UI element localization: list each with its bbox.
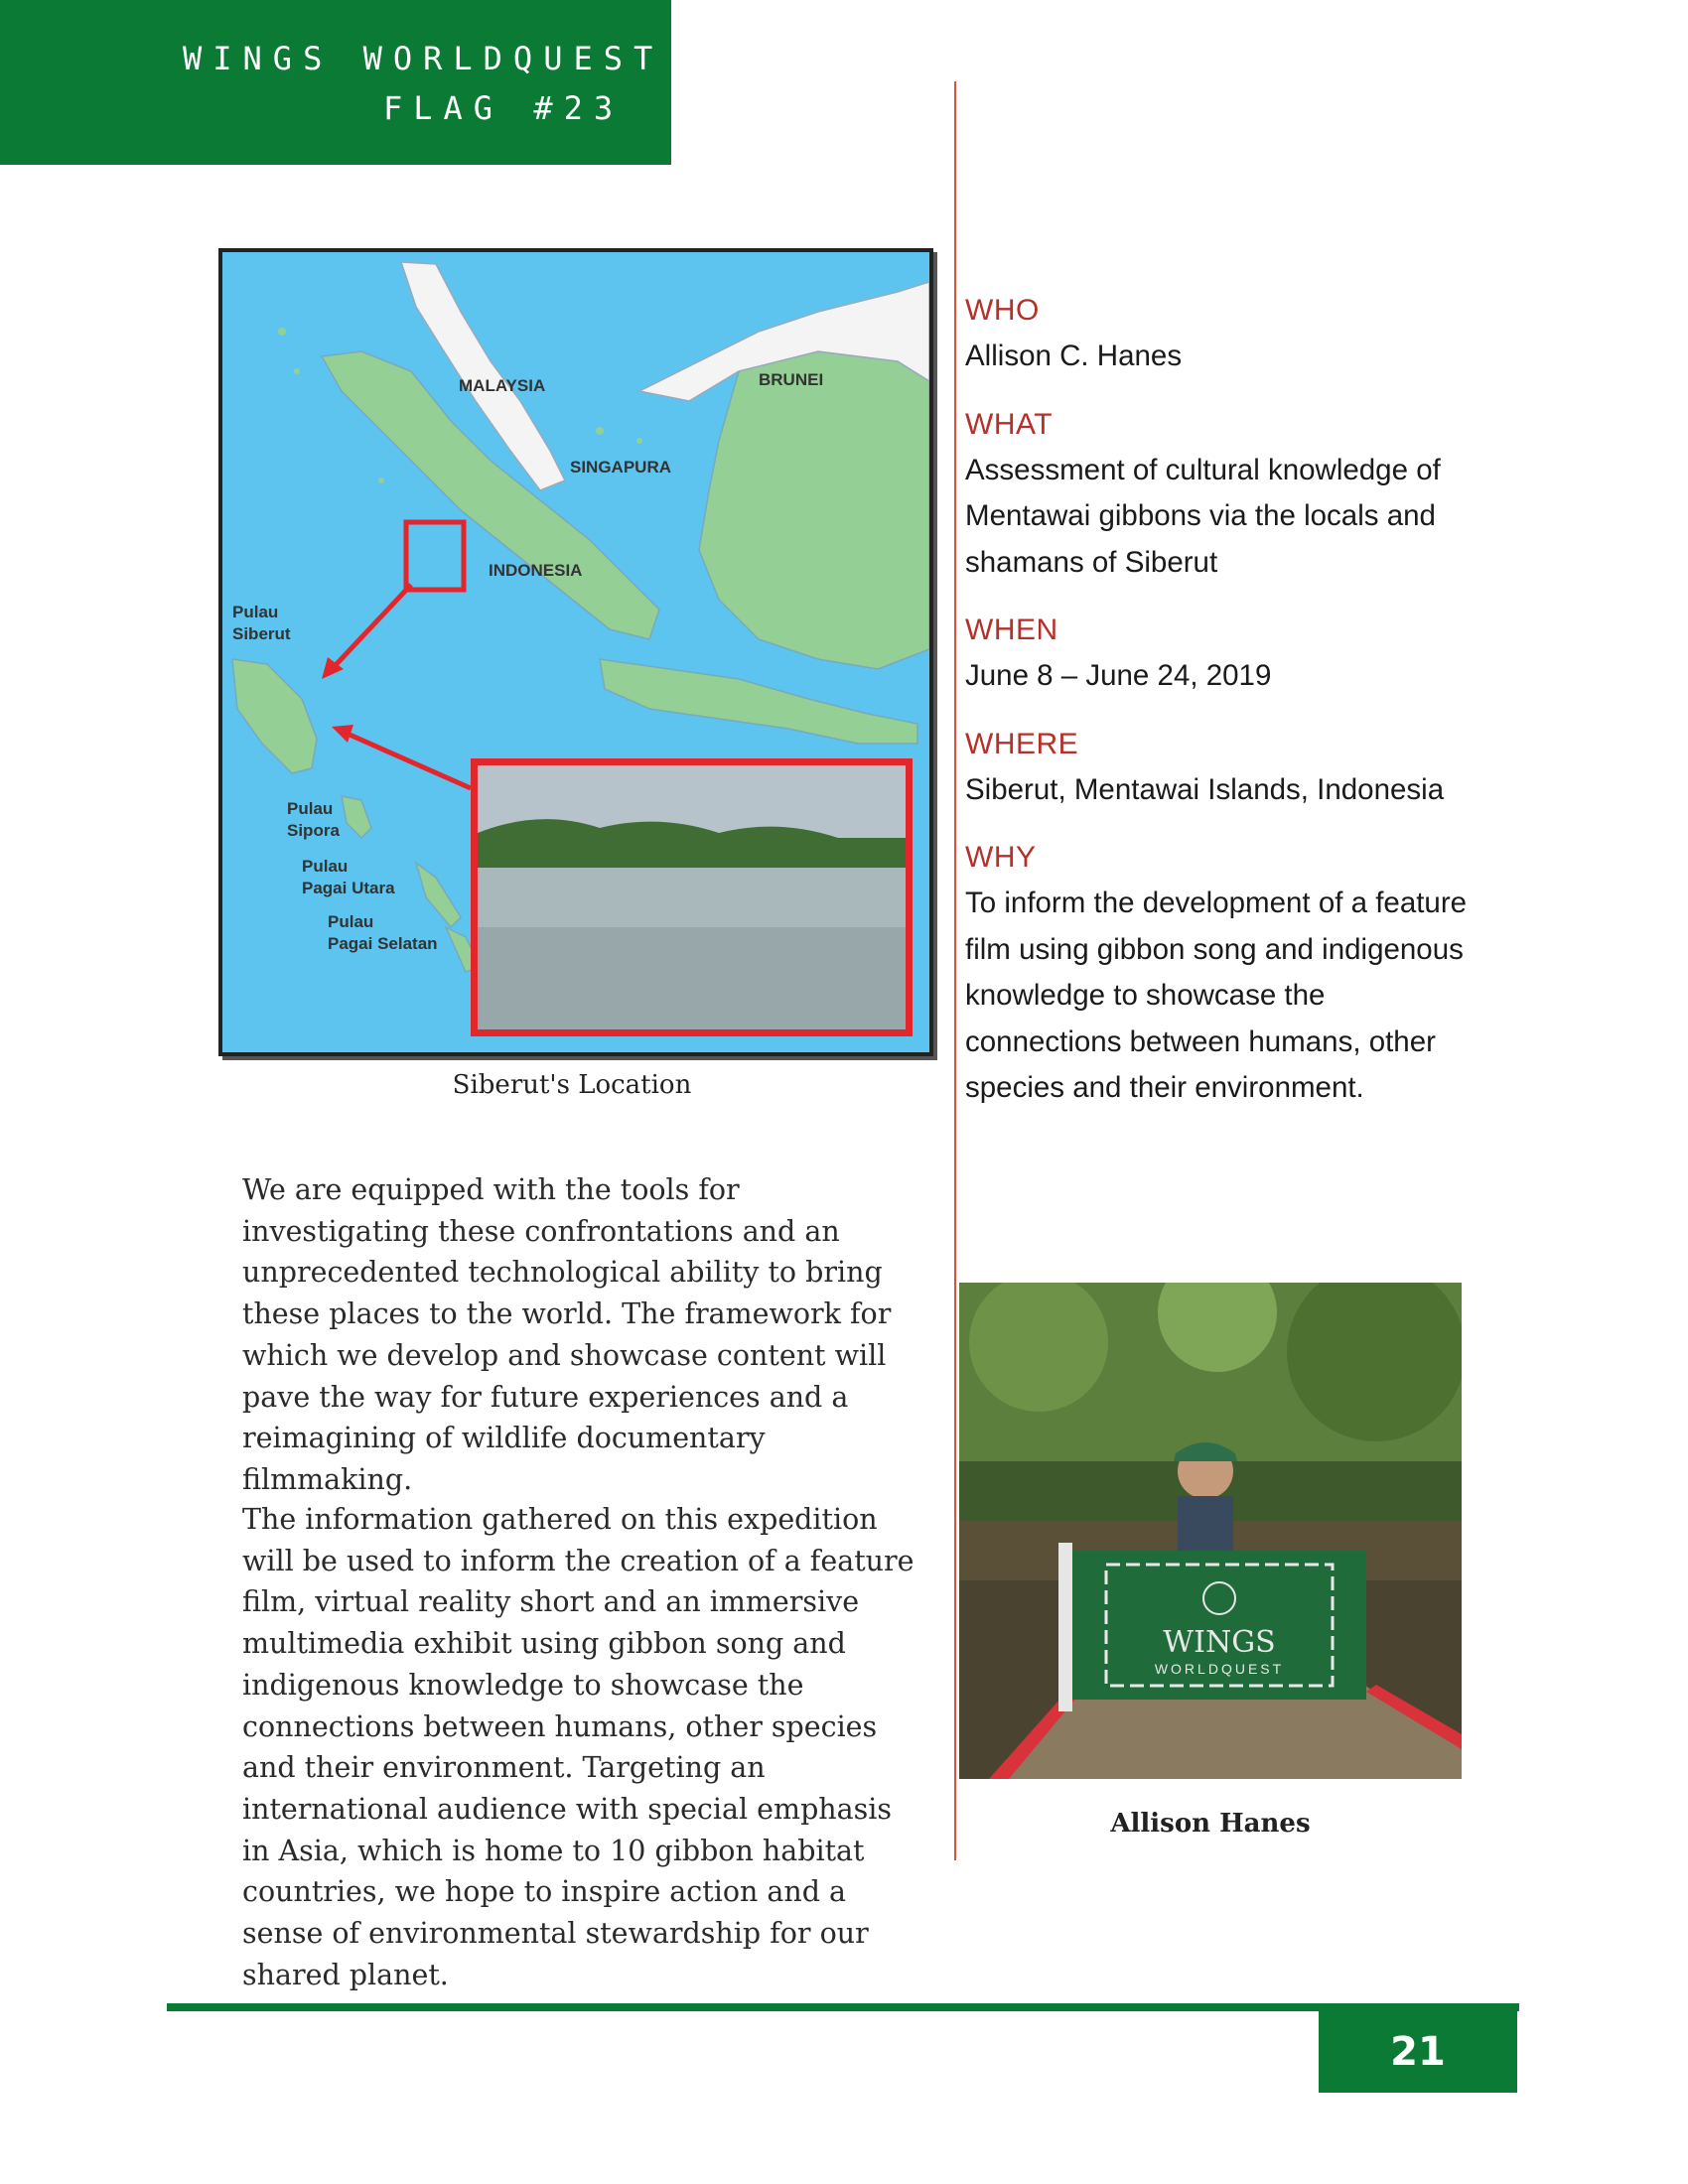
map-label-brunei: BRUNEI xyxy=(759,370,824,389)
when-value: June 8 – June 24, 2019 xyxy=(965,659,1272,692)
flag-text-worldquest: WORLDQUEST xyxy=(1154,1661,1285,1677)
map-label-indonesia: INDONESIA xyxy=(489,561,583,580)
map-label-pagai-utara-1: Pulau xyxy=(302,857,349,876)
page-number: 21 xyxy=(1319,2011,1517,2093)
location-map xyxy=(218,248,933,1056)
map-label-siberut-1: Pulau xyxy=(232,603,279,621)
footer-rule xyxy=(167,2003,1519,2011)
flag-number: FLAG #23 xyxy=(383,89,625,127)
column-divider xyxy=(954,81,956,1860)
photo-caption: Allison Hanes xyxy=(1110,1809,1311,1839)
header-banner xyxy=(0,0,671,165)
map-label-singapura: SINGAPURA xyxy=(570,458,672,477)
when-label: WHEN xyxy=(965,614,1058,646)
what-label: WHAT xyxy=(965,407,1054,441)
who-label: WHO xyxy=(965,294,1040,327)
map-label-sipora-2: Sipora xyxy=(287,821,340,840)
body-paragraph-1: We are equipped with the tools for investigating these confrontations and an unprecedented technological ability to bring these places to the world. The framework for which we develop and showcase content will pave the way for future experiences and a reimagining of wildlife documentary filmmaking. xyxy=(242,1173,892,1496)
why-label: WHY xyxy=(965,841,1037,874)
why-value: To inform the development of a feature film using gibbon song and indigenous knowledge to showcase the connections between humans, other species and their environment. xyxy=(965,887,1468,1104)
map-label-pagai-utara-2: Pagai Utara xyxy=(302,879,395,897)
expedition-facts xyxy=(965,288,1481,1134)
what-value: Assessment of cultural knowledge of Mentawai gibbons via the locals and shamans of Siberut xyxy=(965,453,1441,579)
map-label-sipora-1: Pulau xyxy=(287,799,334,818)
publication-title: WINGS WORLDQUEST xyxy=(183,40,664,77)
expedition-photo xyxy=(959,1283,1462,1779)
map-label-pagai-selatan-2: Pagai Selatan xyxy=(328,934,438,953)
flag-text-wings: WINGS xyxy=(1163,1625,1276,1660)
map-label-pagai-selatan-1: Pulau xyxy=(328,912,374,931)
where-label: WHERE xyxy=(965,727,1079,760)
body-paragraph-2: The information gathered on this expedition will be used to inform the creation of a feature film, virtual reality short and an immersive multimedia exhibit using gibbon song and indigenous knowledge to showcase the connections between humans, other species and their environment. Targeting an international audience with special emphasis in Asia, which is home to 10 gibbon habitat countries, we hope to inspire action and a sense of environmental stewardship for our shared planet. xyxy=(242,1503,914,1991)
map-label-malaysia: MALAYSIA xyxy=(459,376,546,395)
map-label-siberut-2: Siberut xyxy=(232,624,291,643)
map-caption: Siberut's Location xyxy=(452,1070,692,1100)
where-value: Siberut, Mentawai Islands, Indonesia xyxy=(965,772,1445,806)
who-value: Allison C. Hanes xyxy=(965,340,1183,372)
